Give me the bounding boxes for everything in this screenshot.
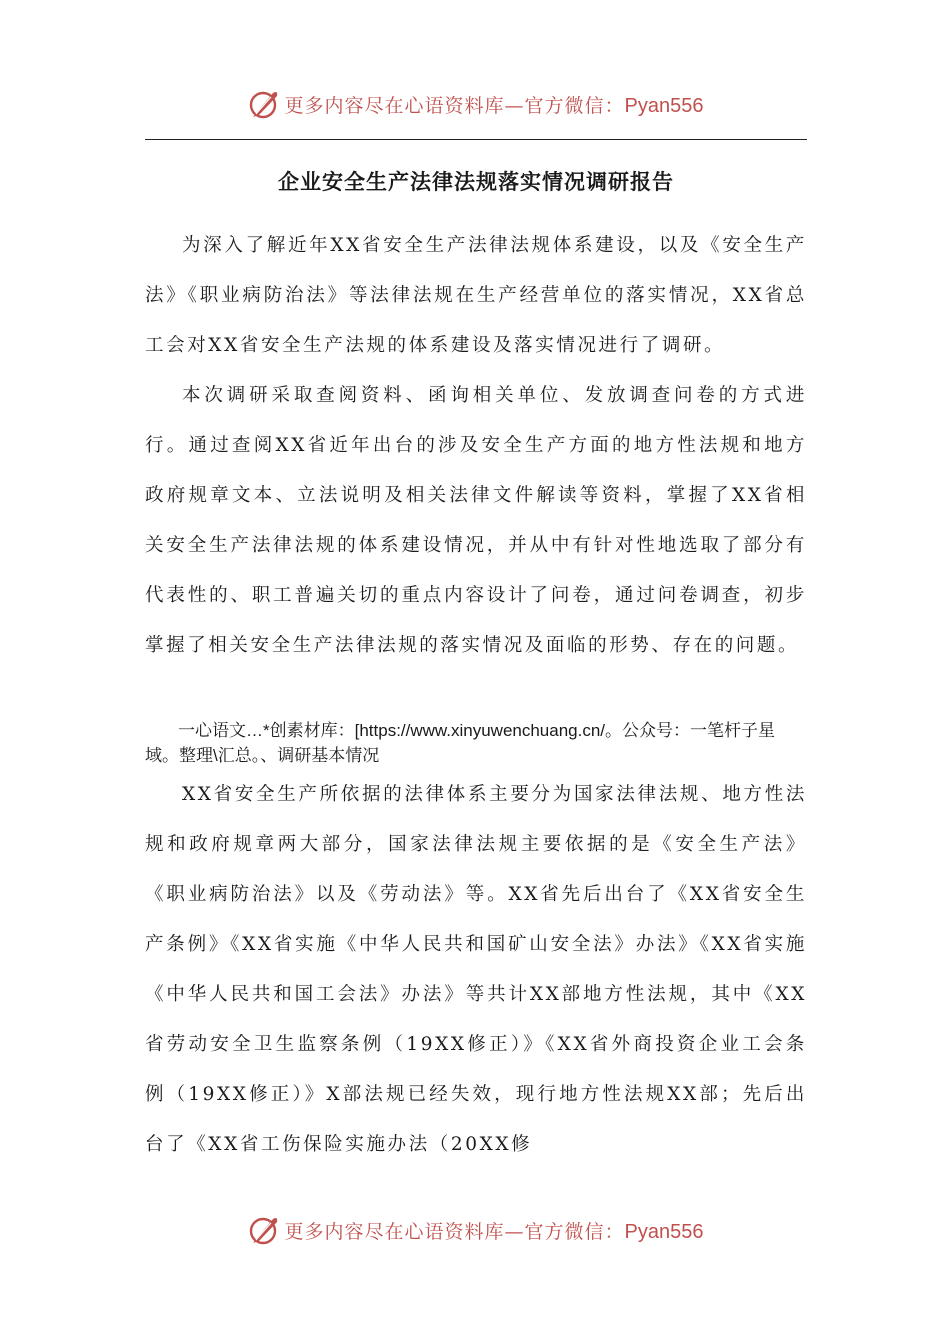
paragraph-intro: 为深入了解近年XX省安全生产法律法规体系建设，以及《安全生产法》《职业病防治法》等法律法规在生产经营单位的落实情况，XX省总工会对XX省安全生产法规的体系建设及落实情况进行了调研。: [145, 235, 807, 356]
inserted-note: 一心语文…*创素材库：[https://www.xinyuwenchuang.cn/。公众号：一笔杆子星域。整理\汇总。、调研基本情况: [145, 721, 776, 765]
quill-pen-logo-icon: [247, 1213, 281, 1247]
header-wechat-id: Pyan556: [624, 94, 704, 117]
header-divider: [145, 139, 807, 140]
document-title: 企业安全生产法律法规落实情况调研报告: [278, 170, 674, 194]
footer-wechat-id: Pyan556: [624, 1220, 704, 1243]
header-banner-text: 更多内容尽在心语资料库—官方微信：Pyan556: [284, 94, 704, 117]
paragraph-method: 本次调研采取查阅资料、函询相关单位、发放调查问卷的方式进行。通过查阅XX省近年出台的涉及安全生产方面的地方性法规和地方政府规章文本、立法说明及相关法律文件解读等资料，掌握了XX省相关安全生产法律法规的体系建设情况，并从中有针对性地选取了部分有代表性的、职工普遍关切的重点内容设计了问卷，通过问卷调查，初步掌握了相关安全生产法律法规的落实情况及面临的形势、存在的问题。: [145, 385, 807, 656]
footer-banner-text: 更多内容尽在心语资料库—官方微信：Pyan556: [284, 1220, 704, 1243]
header-banner: [0, 84, 950, 124]
paragraph-legal-system: XX省安全生产所依据的法律体系主要分为国家法律法规、地方性法规和政府规章两大部分，国家法律法规主要依据的是《安全生产法》《职业病防治法》以及《劳动法》等。XX省先后出台了《XX省安全生产条例》《XX省实施《中华人民共和国矿山安全法》办法》《XX省实施《中华人民共和国工会法》办法》等共计XX部地方性法规，其中《XX省劳动安全卫生监察条例（19XX修正）》《XX省外商投资企业工会条例（19XX修正）》X部法规已经失效，现行地方性法规XX部；先后出台了《XX省工伤保险实施办法（20XX修: [145, 784, 807, 1155]
quill-pen-logo-icon: [247, 87, 281, 121]
footer-banner: [0, 1210, 950, 1250]
